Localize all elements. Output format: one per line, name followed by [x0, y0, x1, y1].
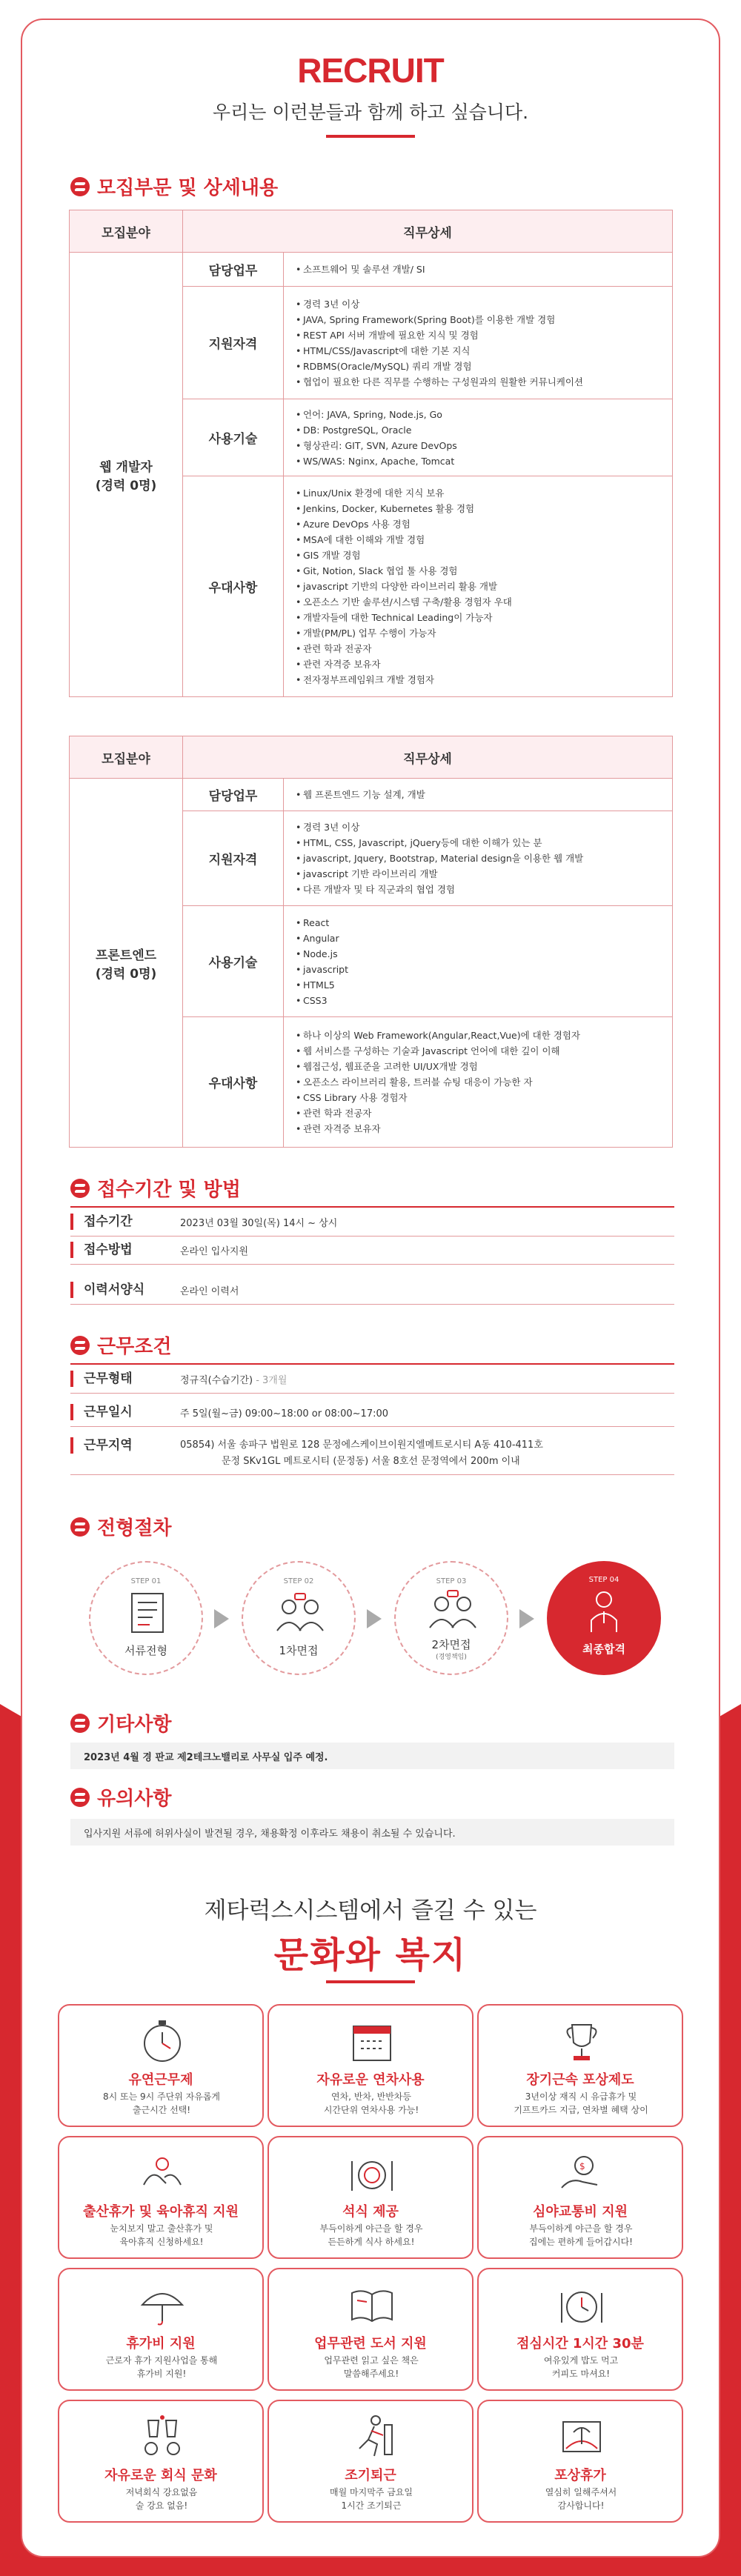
welfare-card-desc: [67, 2222, 256, 2249]
calendar-icon: [346, 2016, 398, 2068]
welfare-card-desc-line: 휴가비 지원!: [136, 2369, 187, 2379]
list-item: • 관련 학과 전공자: [296, 641, 662, 656]
list-item: • 소프트웨어 및 솔루션 개발/ SI: [296, 262, 662, 277]
welfare-card-desc-line: 8시 또는 9시 주단위 자유롭게: [102, 2091, 221, 2102]
job-area-career: (경력 0명): [95, 478, 157, 493]
welfare-card-desc: [276, 2222, 466, 2249]
info-label: 근무형태: [70, 1371, 180, 1387]
list-item: • 하나 이상의 Web Framework(Angular,React,Vue)에 대한 경험자: [296, 1028, 662, 1043]
list-item: • 경력 3년 이상: [296, 296, 662, 312]
job-category: 우대사항: [183, 1017, 284, 1148]
list-item: • CSS3: [296, 993, 662, 1008]
page-title: RECRUIT: [297, 51, 444, 90]
section-etc-header: [70, 1709, 171, 1737]
welfare-card-desc-line: 3년이상 재직 시 유급휴가 및: [525, 2091, 637, 2102]
meal-icon: [346, 2148, 398, 2200]
list-item: • Node.js: [296, 946, 662, 962]
welfare-card: [268, 2004, 473, 2127]
section-positions-title: 모집부문 및 상세내용: [97, 177, 279, 199]
notice-note: 입사지원 서류에 허위사실이 발견될 경우, 채용확정 이후라도 채용이 취소될 수 있습니다.: [70, 1819, 674, 1846]
clock-icon: [136, 2016, 188, 2068]
welfare-card-desc-line: 감사합니다!: [557, 2500, 605, 2511]
job-area-name: 웹 개발자: [99, 459, 153, 475]
welfare-card-title: 업무관련 도서 지원: [314, 2336, 427, 2352]
welfare-card-title: 자유로운 회식 문화: [104, 2468, 217, 2483]
step-label: 2차면접: [431, 1638, 471, 1651]
table-row: [70, 253, 673, 287]
job-table-frontend: [69, 736, 673, 1148]
step-sublabel: (경영책임): [436, 1654, 467, 1661]
welfare-card-title: 휴가비 지원: [126, 2336, 196, 2352]
step-arrow-icon: [214, 1609, 229, 1628]
list-item: • Jenkins, Docker, Kubernetes 활용 경험: [296, 501, 662, 516]
info-label: 접수기간: [70, 1214, 180, 1230]
welfare-card-desc-line: 열심히 일해주셔서: [545, 2487, 617, 2497]
info-row-work-hours: [70, 1398, 674, 1427]
list-item: • Linux/Unix 환경에 대한 지식 보유: [296, 485, 662, 501]
lunch-clock-icon: [556, 2280, 608, 2332]
step-3: [394, 1561, 508, 1675]
hands-icon: [136, 2148, 188, 2200]
welfare-card-title: 심야교통비 지원: [533, 2204, 628, 2220]
list-item: • 웹접근성, 웹표준을 고려한 UI/UX개발 경험: [296, 1059, 662, 1074]
culture-title: 문화와 복지: [273, 1934, 468, 1976]
step-arrow-icon: [367, 1609, 382, 1628]
welfare-card-title: 유연근무제: [128, 2072, 193, 2088]
job-detail-list: [296, 1028, 662, 1136]
info-label: 이력서양식: [70, 1282, 180, 1298]
welfare-card-desc-line: 연차, 반차, 반반차등: [331, 2091, 411, 2102]
job-category: 사용기술: [183, 906, 284, 1017]
info-value: 온라인 입사지원: [180, 1245, 249, 1257]
list-item: • javascript 기반 라이브러리 개발: [296, 866, 662, 882]
welfare-card-desc: [276, 2090, 466, 2117]
list-item: • 개발자들에 대한 Technical Leading이 가능자: [296, 610, 662, 625]
job-table-header: [70, 210, 673, 253]
list-item: • 웹 프론트엔드 기능 설계, 개발: [296, 787, 662, 802]
location-line-2: 문정 SKv1GL 메트로시티 (문정동) 서울 8호선 문정역에서 200m 이내: [222, 1456, 520, 1467]
list-item: • HTML, CSS, Javascript, jQuery등에 대한 이해가 있는 분: [296, 835, 662, 851]
step-label: 1차면접: [279, 1644, 319, 1657]
section-period-header: [70, 1174, 241, 1202]
welfare-card-title: 포상휴가: [554, 2468, 606, 2483]
welfare-card-title: 석식 제공: [342, 2204, 399, 2220]
list-item: • 관련 자격증 보유자: [296, 656, 662, 672]
welfare-card-desc-line: 기프트카드 지급, 연차별 혜택 상이: [514, 2105, 648, 2115]
info-label: 접수방법: [70, 1242, 180, 1258]
welfare-card-title: 장기근속 포상제도: [526, 2072, 634, 2088]
list-item: • RDBMS(Oracle/MySQL) 쿼리 개발 경험: [296, 359, 662, 374]
section-bullet-icon: [70, 1714, 90, 1733]
welfare-card-desc: [486, 2486, 676, 2512]
info-row-method: [70, 1236, 674, 1265]
section-conditions-header: [70, 1331, 171, 1359]
welfare-card: [477, 2136, 683, 2259]
welfare-card-desc-line: 여유있게 밥도 먹고: [543, 2355, 619, 2366]
welfare-card-desc-line: 1시간 조기퇴근: [341, 2500, 402, 2511]
welfare-card: [477, 2268, 683, 2391]
list-item: • 협업이 필요한 다른 직무를 수행하는 구성원과의 원활한 커뮤니케이션: [296, 374, 662, 390]
list-item: • GIS 개발 경험: [296, 548, 662, 563]
welfare-card: [58, 2136, 264, 2259]
job-detail-list: [296, 787, 662, 802]
vacation-icon: [556, 2412, 608, 2463]
list-item: • 오픈소스 기반 솔루션/시스템 구축/활용 경험자 우대: [296, 594, 662, 610]
list-item: • Azure DevOps 사용 경험: [296, 516, 662, 532]
info-row-work-type: [70, 1363, 674, 1394]
job-category: 담당업무: [183, 253, 284, 287]
interview-icon: [425, 1589, 480, 1634]
list-item: • 경력 3년 이상: [296, 819, 662, 835]
welfare-card: [58, 2400, 264, 2523]
list-item: • HTML/CSS/Javascript에 대한 기본 지식: [296, 343, 662, 359]
list-item: • 다른 개발자 및 타 직군과의 협업 경험: [296, 882, 662, 897]
step-number: STEP 03: [436, 1577, 467, 1585]
info-label: 근무지역: [70, 1437, 180, 1454]
list-item: • 관련 학과 전공자: [296, 1105, 662, 1121]
step-label: 서류전형: [124, 1644, 167, 1657]
section-conditions-title: 근무조건: [97, 1336, 172, 1358]
etc-note: 2023년 4월 경 판교 제2테크노밸리로 사무실 입주 예정.: [70, 1743, 674, 1769]
welfare-card-desc: [67, 2486, 256, 2512]
person-icon: [585, 1589, 622, 1635]
job-category: 우대사항: [183, 476, 284, 697]
welfare-card-desc-line: 부득이하게 야근을 할 경우: [319, 2223, 423, 2234]
list-item: • Git, Notion, Slack 협업 툴 사용 경험: [296, 563, 662, 579]
list-item: • 형상관리: GIT, SVN, Azure DevOps: [296, 438, 662, 453]
list-item: • 언어: JAVA, Spring, Node.js, Go: [296, 407, 662, 422]
svg-text:$: $: [579, 2161, 585, 2171]
welfare-card-desc-line: 술 강요 없음!: [135, 2500, 188, 2511]
job-detail-list: [296, 915, 662, 1008]
job-table-header: [70, 736, 673, 779]
welfare-card-title: 점심시간 1시간 30분: [516, 2336, 644, 2352]
job-detail-list: [296, 485, 662, 688]
title-underline: [326, 135, 415, 138]
list-item: • CSS Library 사용 경험자: [296, 1090, 662, 1105]
section-notice-title: 유의사항: [97, 1788, 172, 1810]
welfare-card-desc: [486, 2222, 676, 2249]
section-process-header: [70, 1513, 171, 1540]
welfare-card-desc-line: 커피도 마셔요!: [551, 2369, 611, 2379]
list-item: • 오픈소스 라이브러리 활용, 트러블 슈팅 대응이 가능한 자: [296, 1074, 662, 1090]
list-item: • HTML5: [296, 977, 662, 993]
step-number: STEP 01: [130, 1577, 162, 1585]
section-bullet-icon: [70, 177, 90, 196]
work-type-note: - 3개월: [256, 1374, 288, 1386]
job-table-web: [69, 210, 673, 697]
trophy-icon: [556, 2016, 608, 2068]
table-row: [70, 779, 673, 811]
list-item: • React: [296, 915, 662, 931]
info-value: 온라인 이력서: [180, 1285, 239, 1297]
page-subtitle: 우리는 이런분들과 함께 하고 싶습니다.: [212, 101, 529, 123]
step-label: 최종합격: [582, 1643, 625, 1656]
info-row-period: [70, 1206, 674, 1237]
job-area-name: 프론트엔드: [95, 948, 157, 963]
section-etc-title: 기타사항: [97, 1714, 172, 1736]
work-type-value: 정규직(수습기간): [180, 1374, 253, 1386]
info-value: [180, 1372, 287, 1386]
welfare-card-desc-line: 시간단위 연차사용 가능!: [323, 2105, 419, 2115]
job-area-cell: [70, 253, 183, 697]
welfare-card-desc-line: 집에는 편하게 들어갑시다!: [529, 2237, 633, 2247]
list-item: • javascript: [296, 962, 662, 977]
header-area: 모집분야: [70, 736, 183, 779]
umbrella-icon: [136, 2280, 188, 2332]
job-area-career: (경력 0명): [95, 966, 157, 982]
section-bullet-icon: [70, 1517, 90, 1537]
book-icon: [346, 2280, 398, 2332]
welfare-card-title: 출산휴가 및 육아휴직 지원: [82, 2204, 239, 2220]
welfare-card-title: 자유로운 연차사용: [316, 2072, 425, 2088]
job-detail-list: [296, 407, 662, 469]
welfare-card-desc-line: 말씀해주세요!: [343, 2369, 399, 2379]
step-number: STEP 02: [283, 1577, 314, 1585]
job-category: 담당업무: [183, 779, 284, 811]
welfare-card-desc-line: 매월 마지막주 금요일: [330, 2487, 413, 2497]
step-1: [89, 1561, 203, 1675]
welfare-card-desc-line: 저녁회식 강요없음: [125, 2487, 198, 2497]
welfare-card-title: 조기퇴근: [345, 2468, 396, 2483]
step-2: [242, 1561, 356, 1675]
section-bullet-icon: [70, 1179, 90, 1198]
section-process-title: 전형절차: [97, 1517, 172, 1540]
welfare-card: [268, 2268, 473, 2391]
toast-icon: [136, 2412, 188, 2463]
info-row-work-location: [70, 1433, 674, 1475]
list-item: • DB: PostgreSQL, Oracle: [296, 422, 662, 438]
section-period-title: 접수기간 및 방법: [97, 1179, 241, 1201]
header-detail: 직무상세: [183, 736, 673, 779]
info-row-resume: [70, 1276, 674, 1305]
list-item: • REST API 서버 개발에 필요한 지식 및 경험: [296, 327, 662, 343]
welfare-card-desc-line: 업무관련 읽고 싶은 책은: [324, 2355, 419, 2366]
welfare-card: [268, 2400, 473, 2523]
taxi-icon: [556, 2148, 608, 2200]
welfare-card-desc: [67, 2090, 256, 2117]
welfare-card-desc: [276, 2486, 466, 2512]
job-detail-list: [296, 296, 662, 390]
list-item: • Angular: [296, 931, 662, 946]
run-icon: [346, 2412, 398, 2463]
location-line-1: 05854) 서울 송파구 법원로 128 문정에스케이브이원지엘메트로시티 A동 410-411호: [180, 1440, 543, 1451]
step-4: [547, 1561, 661, 1675]
welfare-card: [268, 2136, 473, 2259]
welfare-card-desc-line: 출근시간 선택!: [132, 2105, 191, 2115]
list-item: • MSA에 대한 이해와 개발 경험: [296, 532, 662, 548]
welfare-card-desc: [276, 2354, 466, 2380]
list-item: • 관련 자격증 보유자: [296, 1121, 662, 1136]
step-number: STEP 04: [588, 1576, 619, 1584]
job-detail-list: [296, 262, 662, 277]
list-item: • WS/WAS: Nginx, Apache, Tomcat: [296, 453, 662, 469]
section-bullet-icon: [70, 1788, 90, 1807]
header-area: 모집분야: [70, 210, 183, 253]
list-item: • javascript, Jquery, Bootstrap, Material design을 이용한 웹 개발: [296, 851, 662, 866]
welfare-card: [477, 2400, 683, 2523]
job-category: 사용기술: [183, 399, 284, 476]
job-detail-list: [296, 819, 662, 897]
welfare-card-desc-line: 부득이하게 야근을 할 경우: [529, 2223, 633, 2234]
section-bullet-icon: [70, 1336, 90, 1355]
interview-icon: [273, 1592, 328, 1637]
welfare-card: [477, 2004, 683, 2127]
list-item: • JAVA, Spring Framework(Spring Boot)를 이용한 개발 경험: [296, 312, 662, 327]
info-label: 근무일시: [70, 1404, 180, 1420]
job-category: 지원자격: [183, 287, 284, 399]
welfare-card-desc-line: 근로자 휴가 지원사업을 통해: [105, 2355, 218, 2366]
welfare-card-desc: [486, 2090, 676, 2117]
job-area-cell: [70, 779, 183, 1148]
welfare-card: [58, 2004, 264, 2127]
culture-subtitle: 제타럭스시스템에서 즐길 수 있는: [204, 1897, 537, 1924]
culture-underline: [326, 1980, 415, 1983]
welfare-card-desc: [67, 2354, 256, 2380]
info-value: [180, 1437, 543, 1470]
list-item: • 웹 서비스를 구성하는 기술과 Javascript 언어에 대한 깊이 이해: [296, 1043, 662, 1059]
list-item: • javascript 기반의 다양한 라이브러리 활용 개발: [296, 579, 662, 594]
welfare-card-desc-line: 든든하게 식사 하세요!: [328, 2237, 415, 2247]
welfare-card-desc: [486, 2354, 676, 2380]
info-value: 2023년 03월 30일(목) 14시 ~ 상시: [180, 1217, 338, 1229]
step-arrow-icon: [519, 1609, 534, 1628]
section-positions-header: [70, 173, 278, 200]
info-value: 주 5일(월~금) 09:00~18:00 or 08:00~17:00: [180, 1408, 389, 1420]
document-icon: [127, 1591, 167, 1635]
welfare-card-desc-line: 눈치보지 말고 출산휴가 및: [110, 2223, 213, 2234]
section-notice-header: [70, 1783, 171, 1811]
welfare-card-desc-line: 육아휴직 신청하세요!: [119, 2237, 204, 2247]
list-item: • 개발(PM/PL) 업무 수행이 가능자: [296, 625, 662, 641]
welfare-card: [58, 2268, 264, 2391]
list-item: • 전자정부프레임워크 개발 경험자: [296, 672, 662, 688]
job-category: 지원자격: [183, 811, 284, 906]
header-detail: 직무상세: [183, 210, 673, 253]
